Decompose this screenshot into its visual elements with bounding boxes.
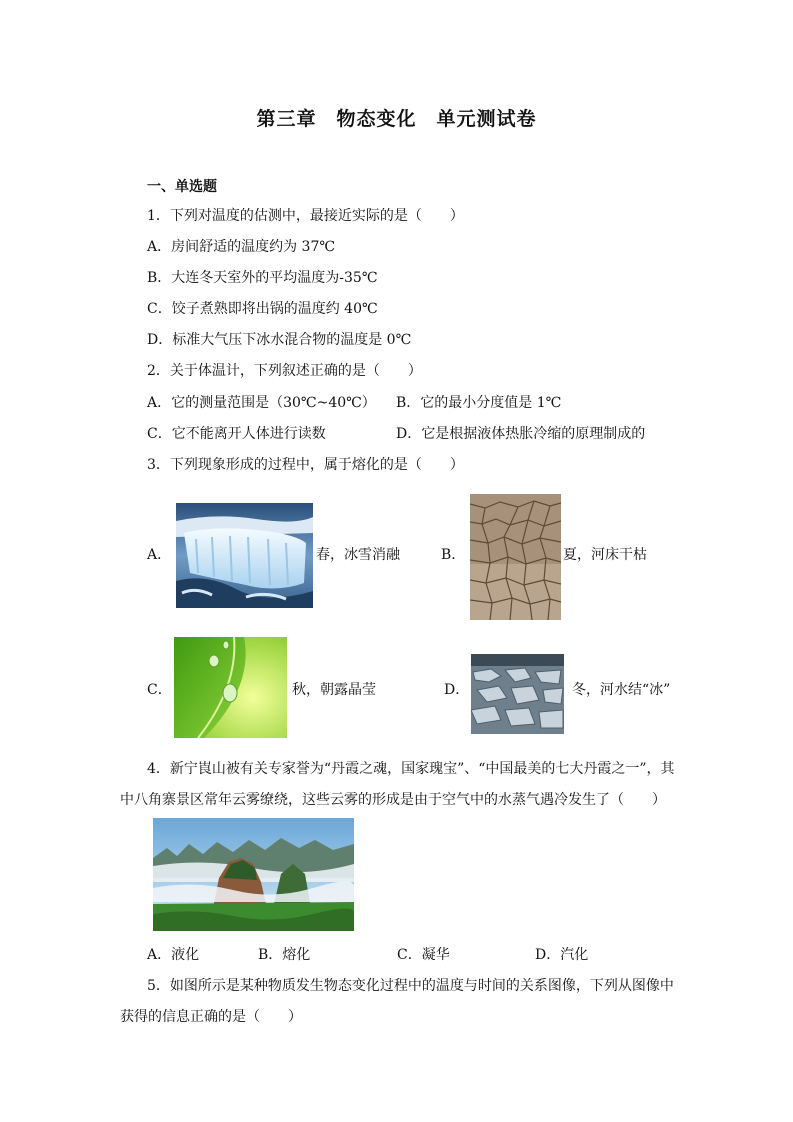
q3-stem: 3．下列现象形成的过程中，属于熔化的是（ ） [147,457,464,473]
q5-stem-line1: 5．如图所示是某种物质发生物态变化过程中的温度与时间的关系图像，下列从图像中 [147,978,674,994]
q3-option-a-text: 春，冰雪消融 [316,547,400,563]
q1-option-c: C．饺子煮熟即将出锅的温度约 40℃ [147,301,378,317]
dry-riverbed-image [470,494,561,620]
q1-option-b: B．大连冬天室外的平均温度为-35℃ [147,270,378,286]
mountain-clouds-image [153,818,354,931]
dew-leaf-image [174,637,287,738]
q4-option-b: B．熔化 [258,947,311,963]
q4-option-d: D．汽化 [535,947,589,963]
q2-option-a: A．它的测量范围是（30℃~40℃） [147,395,376,411]
q4-option-a: A．液化 [147,947,200,963]
q3-option-c-text: 秋，朝露晶莹 [292,682,376,698]
ice-waterfall-image [176,503,313,608]
q1-option-a: A．房间舒适的温度约为 37℃ [147,239,336,255]
q1-stem: 1．下列对温度的估测中，最接近实际的是（ ） [147,208,464,224]
q1-option-d: D．标准大气压下冰水混合物的温度是 0℃ [147,332,412,348]
q4-option-c: C．凝华 [397,947,450,963]
q2-option-c: C．它不能离开人体进行读数 [147,426,326,442]
q3-option-b-label: B． [441,547,466,563]
page-title: 第三章 物态变化 单元测试卷 [256,108,537,130]
q2-stem: 2．关于体温计，下列叙述正确的是（ ） [147,363,422,379]
q3-option-a-label: A． [147,547,172,563]
q4-stem-line1: 4．新宁崀山被有关专家誉为“丹霞之魂，国家瑰宝”、“中国最美的七大丹霞之一”，其 [147,761,675,777]
q5-stem-line2: 获得的信息正确的是（ ） [120,1009,302,1025]
q3-option-d-label: D． [444,682,470,698]
q3-option-d-text: 冬，河水结“冰” [572,682,671,698]
q2-option-b: B．它的最小分度值是 1℃ [396,395,562,411]
q3-option-c-label: C． [147,682,172,698]
frozen-river-image [471,654,564,734]
section-heading: 一、单选题 [147,179,217,195]
q3-option-b-text: 夏，河床干枯 [563,547,647,563]
q2-option-d: D．它是根据液体热胀冷缩的原理制成的 [396,426,646,442]
q4-stem-line2: 中八角寨景区常年云雾缭绕，这些云雾的形成是由于空气中的水蒸气遇冷发生了（ ） [120,792,666,808]
